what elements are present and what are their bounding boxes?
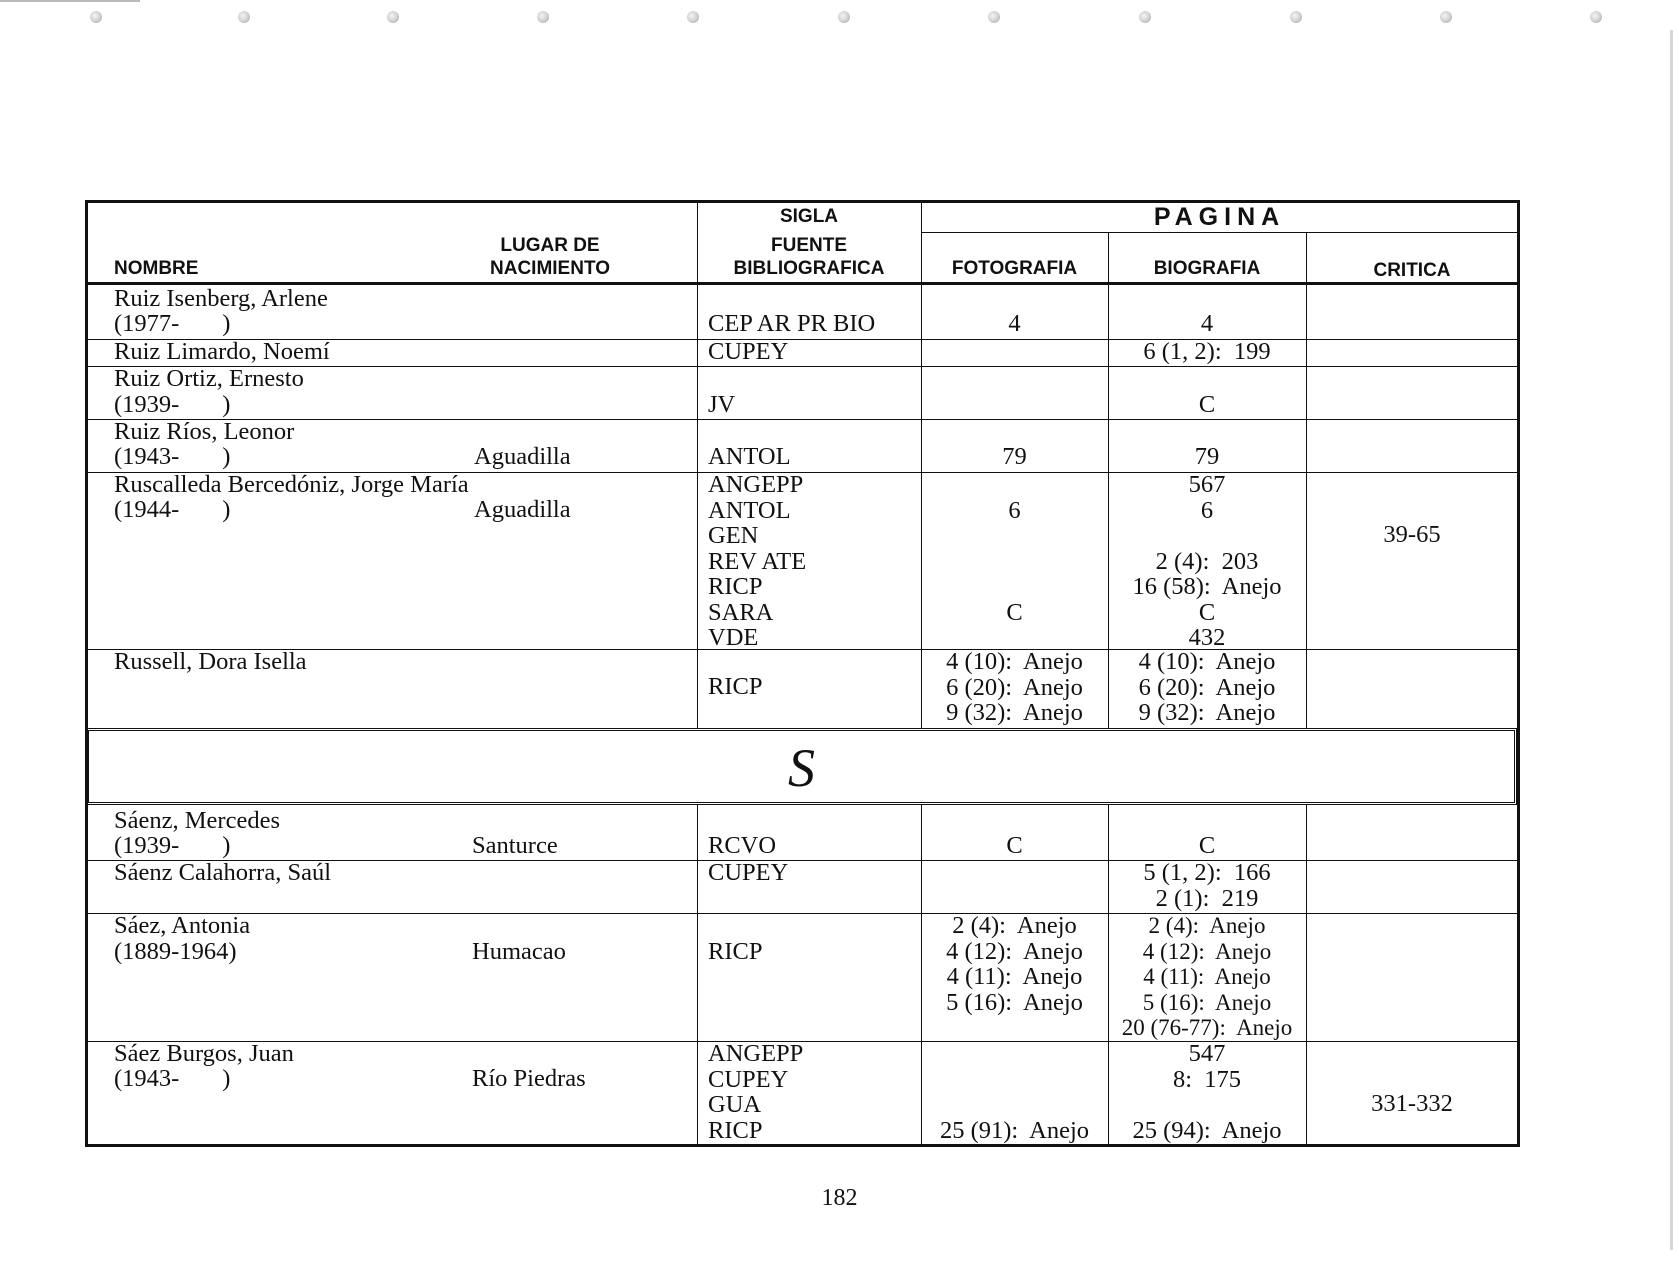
nombre-cell: Sáez, Antonia — [114, 912, 251, 939]
critica-cell: 331-332 — [1371, 1090, 1453, 1117]
binder-hole-icon — [537, 11, 549, 23]
biografia-cell: C — [1198, 832, 1216, 859]
binder-hole-icon — [988, 11, 1000, 23]
header-lugar-line1: LUGAR DE — [500, 235, 600, 256]
header-sigla-line3: BIBLIOGRAFICA — [733, 258, 885, 279]
fotografia-cell: 4 — [1008, 310, 1021, 337]
fechas-cell: (1939- ) — [114, 832, 231, 859]
nombre-cell: Sáez Burgos, Juan — [114, 1040, 294, 1067]
fotografia-cell: C — [1006, 832, 1023, 859]
sigla-cell: ANTOL — [708, 443, 791, 470]
nombre-cell: Russell, Dora Isella — [114, 648, 307, 675]
fechas-cell: (1977- ) — [114, 310, 231, 337]
fotografia-cell: 2 (4): Anejo 4 (12): Anejo 4 (11): Anejo 5 (16): Anejo — [946, 912, 1083, 1016]
lugar-cell: Humacao — [472, 938, 566, 965]
binder-hole-icon — [1440, 11, 1452, 23]
header-sigla-line1: SIGLA — [779, 206, 839, 227]
header-lugar-line2: NACIMIENTO — [490, 258, 610, 279]
header-critica: CRITICA — [1373, 260, 1451, 281]
section-letter: S — [788, 738, 815, 798]
binder-hole-icon — [238, 11, 250, 23]
header-biografia: BIOGRAFIA — [1153, 258, 1261, 279]
fotografia-cell: 6 C — [1006, 496, 1023, 626]
nombre-cell: Ruscalleda Bercedóniz, Jorge María — [114, 471, 469, 498]
biografia-cell: 2 (4): Anejo 4 (12): Anejo 4 (11): Anejo 5 (16): Anejo 20 (76-77): Anejo — [1121, 913, 1293, 1040]
fechas-cell: (1943- ) — [114, 443, 231, 470]
binder-hole-icon — [387, 11, 399, 23]
lugar-cell: Aguadilla — [474, 443, 571, 470]
sigla-cell: RICP — [708, 673, 763, 700]
binder-hole-icon — [90, 11, 102, 23]
binder-hole-icon — [1290, 11, 1302, 23]
fechas-cell: (1944- ) — [114, 496, 231, 523]
binder-hole-icon — [1139, 11, 1151, 23]
nombre-cell: Sáenz, Mercedes — [114, 807, 280, 834]
sigla-cell: RCVO — [708, 832, 777, 859]
binder-hole-icon — [1590, 11, 1602, 23]
header-fotografia: FOTOGRAFIA — [951, 258, 1078, 279]
biografia-cell: 4 — [1200, 310, 1214, 337]
biografia-cell: 547 8: 175 25 (94): Anejo — [1132, 1040, 1282, 1144]
fechas-cell: (1943- ) — [114, 1065, 231, 1092]
binder-hole-icon — [838, 11, 850, 23]
biografia-cell: 5 (1, 2): 166 2 (1): 219 — [1143, 859, 1271, 912]
biografia-cell: 567 6 2 (4): 203 16 (58): Anejo C 432 — [1132, 471, 1282, 651]
fotografia-cell: 25 (91): Anejo — [939, 1116, 1090, 1144]
lugar-cell: Aguadilla — [474, 496, 571, 523]
fotografia-cell: 4 (10): Anejo 6 (20): Anejo 9 (32): Anejo — [946, 648, 1083, 726]
scan-edge-line — [0, 0, 140, 2]
header-sigla-line2: FUENTE — [771, 235, 847, 256]
sigla-cell: ANGEPP ANTOL GEN REV ATE RICP SARA VDE — [708, 471, 807, 651]
biografia-cell: 6 (1, 2): 199 — [1143, 338, 1271, 365]
binder-hole-icon — [687, 11, 699, 23]
sigla-cell: CUPEY — [708, 859, 789, 886]
biografia-cell: 4 (10): Anejo 6 (20): Anejo 9 (32): Anejo — [1138, 648, 1276, 726]
sigla-cell: CUPEY — [708, 338, 789, 365]
page-number: 182 — [821, 1185, 858, 1211]
lugar-cell: Santurce — [472, 832, 558, 859]
critica-cell: 39-65 — [1383, 521, 1441, 548]
nombre-cell: Ruiz Limardo, Noemí — [114, 338, 330, 365]
nombre-cell: Ruiz Ríos, Leonor — [114, 418, 295, 445]
col-divider — [1306, 232, 1307, 728]
page-edge — [1670, 30, 1673, 1250]
lugar-cell: Río Piedras — [472, 1065, 586, 1092]
biografia-cell: 79 — [1194, 443, 1220, 470]
fechas-cell: (1889-1964) — [114, 938, 237, 965]
pagina-divider — [921, 232, 1518, 233]
biografia-cell: C — [1198, 391, 1216, 418]
sigla-cell: CEP AR PR BIO — [708, 310, 876, 337]
fotografia-cell: 79 — [1002, 443, 1027, 470]
sigla-cell: RICP — [708, 938, 763, 965]
nombre-cell: Ruiz Isenberg, Arlene — [114, 285, 328, 312]
sigla-cell: JV — [708, 391, 736, 418]
header-nombre: NOMBRE — [114, 258, 199, 279]
sigla-cell: ANGEPP CUPEY GUA RICP — [708, 1040, 804, 1144]
nombre-cell: Sáenz Calahorra, Saúl — [114, 859, 332, 886]
nombre-cell: Ruiz Ortiz, Ernesto — [114, 365, 304, 392]
row-divider — [86, 419, 1518, 420]
col-divider — [697, 805, 698, 1145]
binder-holes — [0, 11, 1679, 27]
header-pagina: PAGINA — [1153, 203, 1286, 231]
section-letter-band — [86, 728, 1517, 805]
fechas-cell: (1939- ) — [114, 391, 231, 418]
